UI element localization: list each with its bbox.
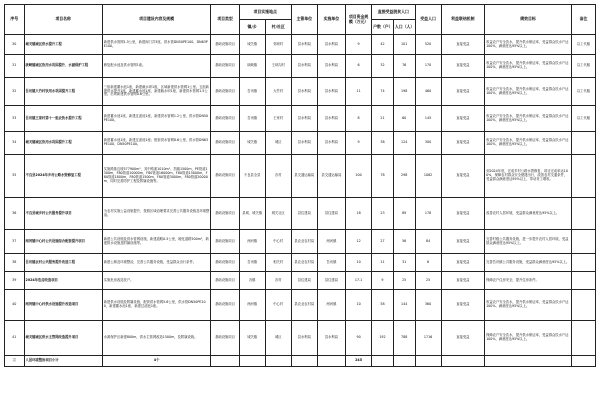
row-beneficiary-population: 1716 — [415, 321, 441, 356]
row-investment: 18 — [346, 198, 372, 230]
row-project-name: 两河镇中心村公共设施综合配套提升项目 — [24, 230, 102, 254]
row-construction-content: 新建蓄水池1座，新建过滤池1座，新建供水管网1.2公里，供水管DN50PE100。 — [102, 106, 211, 132]
row-serial: 34 — [5, 132, 25, 155]
row-town: 城关镇 — [239, 132, 265, 155]
row-goal: 完善村级公共服务设施，进一步提升农村人居环境，受益群众满意度达95%以上。 — [485, 230, 572, 254]
row-persons: 89 — [393, 198, 415, 230]
row-project-type: 基础设施项目 — [211, 321, 239, 356]
row-village: 中心村 — [265, 230, 291, 254]
row-serial: 32 — [5, 78, 25, 106]
row-authority: 县水利局 — [291, 106, 317, 132]
row-project-name: 不良县2024年乡村公路水毁修复工程 — [24, 155, 102, 198]
row-project-name: 吾讯镇大竹村饮用水巩固提升工程 — [24, 78, 102, 106]
row-authority: 县水利局 — [291, 321, 317, 356]
header-authority: 主管单位 — [291, 5, 317, 35]
row-persons: 144 — [393, 290, 415, 321]
row-goal: 到2024年底，完成乡村公路水毁修复，项目完成率达100%，保障农村群众安全便捷出行，改善农村交通条件，受益群众满意度达95%以上，带动务工增收。 — [485, 155, 572, 198]
row-construction-content: 三组新建蓄水池1座，新建截水坝1座，区域新建供水管网1公里。五组新建供水提升1座，新建蓄水池1座，新建截水坝1座，新建供水管网1.5公里。后坝新建供水管网0.6公里。 — [102, 78, 211, 106]
table-row — [5, 78, 596, 106]
row-goal: 改善农村人居环境，受益群众满意度达95%以上。 — [485, 198, 572, 230]
row-goal: 保障农户住房安全，提升住房条件。 — [485, 272, 572, 290]
row-households: 23 — [372, 198, 394, 230]
row-investment: 9 — [346, 132, 372, 155]
row-village: 王家村 — [265, 106, 291, 132]
row-authority: 县交通运输局 — [291, 155, 317, 198]
row-project-name: 不良县城乡村公共服务提升项目 — [24, 198, 102, 230]
row-village: 中心村 — [265, 290, 291, 321]
row-mechanism: 直接受益 — [441, 35, 484, 55]
row-goal: 收益农户安全饮水，提升供水保证率，受益群众饮水户达100%，满意度达95%以上。 — [485, 290, 572, 321]
row-project-name: 两河镇中心村供水设施提升改造项目 — [24, 290, 102, 321]
row-investment: 10 — [346, 290, 372, 321]
row-construction-content: 新建公共设施及供水管网设施，新建道路0.5公里，硬化道路500m²，新建排水设施及附属设施等。 — [102, 230, 211, 254]
table-row — [5, 198, 596, 230]
row-goal: 收益农户安全饮水，提升供水保证率，受益群众饮水户达100%，满意度达95%以上。 — [485, 55, 572, 78]
row-village: 相关村 — [265, 254, 291, 272]
row-serial: 39 — [5, 272, 25, 290]
row-remark — [571, 198, 595, 230]
table-row — [5, 272, 596, 290]
row-village: 王坝沟村 — [265, 55, 291, 78]
row-investment: 10 — [346, 254, 372, 272]
row-construction-content: 新建蓄水池1座，新建过滤池1座；配套供水管网8.6公里，供水管DN63PE100、DN50PE100。 — [102, 132, 211, 155]
row-construction-content: 水源保护区新建800m，供水主管网改造1500m，及附属设施。 — [102, 321, 211, 356]
header-project-name: 项目名称 — [24, 5, 102, 35]
header-construction-content: 项目建设内容及规模 — [102, 5, 211, 35]
header-town: 镇/乡 — [239, 20, 265, 35]
header-investment: 项目资金规模（万元） — [346, 5, 372, 35]
row-project-type: 基础设施项目 — [211, 230, 239, 254]
row-goal: 完善吾讯镇公共服务设施，受益群众满意度达95%以上。 — [485, 254, 572, 272]
table-row — [5, 155, 596, 198]
row-town: 吾讯镇 — [239, 106, 265, 132]
summary-row — [5, 356, 596, 367]
row-implementer: 县水利局 — [317, 35, 345, 55]
row-town: 吾讯镇 — [239, 254, 265, 272]
row-households: 58 — [372, 290, 394, 321]
row-implementer: 县水利局 — [317, 132, 345, 155]
row-serial: 37 — [5, 230, 25, 254]
row-persons: 56 — [393, 230, 415, 254]
header-serial: 序号 — [5, 5, 25, 35]
row-persons: 198 — [393, 78, 415, 106]
row-town: 硖峡镇 — [239, 55, 265, 78]
row-construction-content: 新建公厕及环境整治，完善公共服务设施，受益群众出行条件。 — [102, 254, 211, 272]
row-village: 大竹村 — [265, 78, 291, 106]
row-beneficiary-population: 300 — [415, 132, 441, 155]
row-mechanism: 直接受益 — [441, 230, 484, 254]
row-beneficiary-population: 520 — [415, 35, 441, 55]
row-implementer: 县交通运输局 — [317, 155, 345, 198]
row-implementer: 吾讯镇 — [317, 254, 345, 272]
row-town: 两河镇 — [239, 290, 265, 321]
header-project-type: 项目类型 — [211, 5, 239, 35]
header-implementer: 实施单位 — [317, 5, 345, 35]
header-beneficiary-population: 受益人口 — [415, 5, 441, 35]
row-persons: 298 — [393, 155, 415, 198]
row-remark: 以工代赈 — [571, 78, 595, 106]
row-remark — [571, 155, 595, 198]
row-mechanism: 直接受益 — [441, 78, 484, 106]
row-authority: 县农业农村局 — [291, 290, 317, 321]
row-persons: 60 — [393, 106, 415, 132]
row-project-type: 基础设施项目 — [211, 35, 239, 55]
row-persons: 788 — [393, 321, 415, 356]
header-village: 村/社区 — [265, 20, 291, 35]
row-project-name: 2024年危房改造项目 — [24, 272, 102, 290]
row-authority: 县住建局 — [291, 198, 317, 230]
row-households: 9 — [372, 272, 394, 290]
row-mechanism: 直接受益 — [441, 132, 484, 155]
row-village: 各村 — [265, 155, 291, 198]
row-persons: 101 — [393, 35, 415, 55]
row-serial: 38 — [5, 254, 25, 272]
table-row — [5, 132, 596, 155]
row-beneficiary-population: 170 — [415, 55, 441, 78]
row-mechanism: 直接受益 — [441, 55, 484, 78]
row-households: 74 — [372, 78, 394, 106]
row-goal: 收益农户安全饮水，提升供水保证率，受益群众饮水户达100%，满意度达95%以上。 — [485, 78, 572, 106]
row-authority: 县农业农村局 — [291, 230, 317, 254]
row-households: 78 — [372, 155, 394, 198]
row-town: 城关镇 — [239, 321, 265, 356]
row-serial: 30 — [5, 35, 25, 55]
row-project-type: 基础设施项目 — [211, 272, 239, 290]
row-mechanism: 直接受益 — [441, 272, 484, 290]
row-beneficiary-population: 1082 — [415, 155, 441, 198]
row-remark — [571, 272, 595, 290]
header-goal: 绩效目标 — [485, 5, 572, 35]
row-mechanism: 直接受益 — [441, 321, 484, 356]
table-row — [5, 321, 596, 356]
row-implementer: 两河镇 — [317, 290, 345, 321]
row-remark: 以工代赈 — [571, 35, 595, 55]
row-town: 吾讯镇 — [239, 78, 265, 106]
row-implementer: 县住建局 — [317, 272, 345, 290]
row-goal: 收益农户安全饮水，提升供水保证率，受益群众饮水户达100%，满意度达95%以上。 — [485, 35, 572, 55]
table-row — [5, 35, 596, 55]
row-serial: 40 — [5, 290, 25, 321]
row-goal: 收益农户安全饮水，提升供水保证率，受益群众饮水户达100%，满意度达95%以上。 — [485, 106, 572, 132]
table-row — [5, 106, 596, 132]
row-implementer: 两河镇 — [317, 230, 345, 254]
row-investment: 90 — [346, 321, 372, 356]
row-project-name: 城关镇城区饮用水巩固提升工程 — [24, 132, 102, 155]
row-remark — [571, 290, 595, 321]
row-project-type: 基础设施项目 — [211, 55, 239, 78]
row-households: 11 — [372, 254, 394, 272]
row-village: 各村 — [265, 272, 291, 290]
row-authority: 县水利局 — [291, 78, 317, 106]
row-construction-content: 修复配水池及供水管网1座。 — [102, 55, 211, 78]
row-households: 21 — [372, 106, 394, 132]
row-project-name: 硖峡镇城区饮用水巩固提升、水源保护工程 — [24, 55, 102, 78]
row-mechanism: 直接受益 — [441, 106, 484, 132]
row-town: 城关镇 — [239, 35, 265, 55]
row-implementer: 县水利局 — [317, 321, 345, 356]
table-row — [5, 254, 596, 272]
table-row — [5, 290, 596, 321]
row-persons: 76 — [393, 55, 415, 78]
row-households: 32 — [372, 55, 394, 78]
header-persons: 人口（人） — [393, 20, 415, 35]
row-remark — [571, 321, 595, 356]
row-project-type: 基础设施项目 — [211, 155, 239, 198]
row-construction-content: 为农村实施公益设施提升，按照区域治理要求完善公共服务设施及环境整治。 — [102, 198, 211, 230]
row-project-type: 基础设施项目 — [211, 132, 239, 155]
row-serial: 36 — [5, 198, 25, 230]
row-households: 192 — [372, 321, 394, 356]
row-construction-content: 新建供水设施及附属设施，配套供水管网5.6公里，供水管DN50PE100，新建蓄水池1座，新建过滤池1座。 — [102, 290, 211, 321]
row-serial: 33 — [5, 106, 25, 132]
row-remark: 以工代赈 — [571, 106, 595, 132]
row-project-type: 基础设施项目 — [211, 106, 239, 132]
row-serial: 31 — [5, 55, 25, 78]
row-investment: 6 — [346, 55, 372, 78]
row-implementer: 县水利局 — [317, 78, 345, 106]
row-investment: 8 — [346, 106, 372, 132]
row-investment: 9 — [346, 35, 372, 55]
row-construction-content: 实施路基边坡577900m²，其中路面1010m²、挡墙1500m，PE管道1300m，F80管道10000m，F80管道16000m，F80管道15000m，F80管道1800m，F80管道1500m，F80管道3000m，F80管道20000m，同时完善防护工程及附属设施等。 — [102, 155, 211, 198]
row-goal: 保障农户安全饮水，提升供水保证率，受益群众饮水户达100%，满意度达95%以上。 — [485, 321, 572, 356]
row-authority: 县水利局 — [291, 55, 317, 78]
row-mechanism: 直接受益 — [441, 254, 484, 272]
row-investment: 100 — [346, 155, 372, 198]
project-table — [4, 4, 596, 367]
summary-count: 4个 — [102, 356, 211, 367]
row-persons: 124 — [393, 132, 415, 155]
row-households: 27 — [372, 230, 394, 254]
row-project-name: 吾讯镇农村公共服务提升改造工程 — [24, 254, 102, 272]
row-remark: 以工代赈 — [571, 55, 595, 78]
row-mechanism: 直接受益 — [441, 198, 484, 230]
row-households: 38 — [372, 132, 394, 155]
row-village: 城区 — [265, 132, 291, 155]
row-beneficiary-population: 178 — [415, 198, 441, 230]
row-remark — [571, 230, 595, 254]
row-project-type: 基础设施项目 — [211, 198, 239, 230]
row-project-name: 城关镇城区供水主管网改造提升项目 — [24, 321, 102, 356]
row-project-name: 城关镇城区供水提升工程 — [24, 35, 102, 55]
row-project-name: 吾讯镇王家村第十一组农饮水提升工程 — [24, 106, 102, 132]
row-implementer: 县水利局 — [317, 55, 345, 78]
header-remarks: 备注 — [571, 5, 595, 35]
row-implementer: 县住建局 — [317, 198, 345, 230]
row-beneficiary-population: 25 — [415, 272, 441, 290]
row-persons: 31 — [393, 254, 415, 272]
row-project-type: 基础设施项目 — [211, 254, 239, 272]
row-authority: 县住建局 — [291, 272, 317, 290]
row-project-type: 基础设施项目 — [211, 78, 239, 106]
row-beneficiary-population: 6 — [415, 254, 441, 272]
row-town: 各镇 — [239, 272, 265, 290]
header-households: 户数（户） — [372, 20, 394, 35]
row-mechanism: 直接受益 — [441, 290, 484, 321]
row-remark — [571, 132, 595, 155]
row-village: 城区 — [265, 321, 291, 356]
header-location: 项目实施地点 — [239, 5, 291, 20]
header-beneficiaries: 直接受益脱贫人口 — [372, 5, 415, 20]
row-authority: 县农业农村局 — [291, 254, 317, 272]
row-implementer: 县水利局 — [317, 106, 345, 132]
row-investment: 11 — [346, 78, 372, 106]
row-investment: 12 — [346, 230, 372, 254]
row-authority: 县水利局 — [291, 35, 317, 55]
row-investment: 17.1 — [346, 272, 372, 290]
row-serial: 35 — [5, 155, 25, 198]
row-remark — [571, 254, 595, 272]
row-town: 不良县全县 — [239, 155, 265, 198]
row-persons: 25 — [393, 272, 415, 290]
row-mechanism: 直接受益 — [441, 155, 484, 198]
row-authority: 县水利局 — [291, 132, 317, 155]
header-mechanism: 利益联结机制 — [441, 5, 484, 35]
row-goal: 收益农户安全饮水，提升供水保证率，受益群众饮水户达100%，满意度达95%以上。 — [485, 132, 572, 155]
row-beneficiary-population: 360 — [415, 290, 441, 321]
summary-label: 人居环境整治项目小计 — [24, 356, 102, 367]
summary-investment: 245 — [346, 356, 372, 367]
row-households: 42 — [372, 35, 394, 55]
row-construction-content: 新建供水管网1.5公里，新建阀门井3座，供水管DN50PE100、DN63PE100。 — [102, 35, 211, 55]
row-town: 县城、城关镇 — [239, 198, 265, 230]
table-row — [5, 230, 596, 254]
row-construction-content: 实施危房改造扶户。 — [102, 272, 211, 290]
row-village: 郊坝村 — [265, 35, 291, 55]
row-beneficiary-population: 84 — [415, 230, 441, 254]
row-town: 两河镇 — [239, 230, 265, 254]
row-beneficiary-population: 145 — [415, 106, 441, 132]
table-row — [5, 55, 596, 78]
row-project-type: 基础设施项目 — [211, 290, 239, 321]
row-village: 城关社区 — [265, 198, 291, 230]
summary-serial: 三 — [5, 356, 25, 367]
row-serial: 41 — [5, 321, 25, 356]
row-beneficiary-population: 460 — [415, 78, 441, 106]
